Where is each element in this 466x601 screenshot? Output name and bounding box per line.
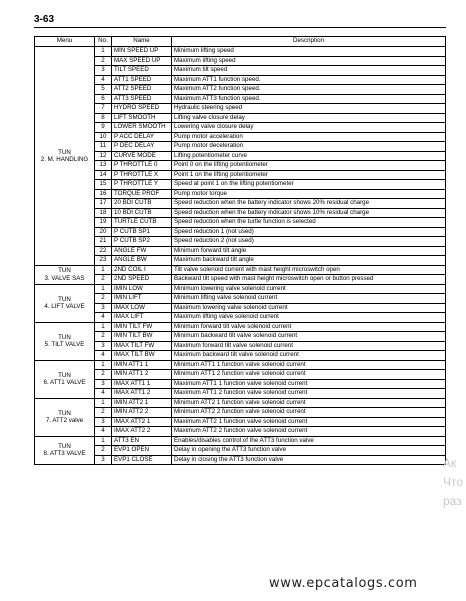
menu-cell (35, 265, 95, 284)
parameter-name: P THROTTLE X (112, 170, 172, 180)
table-row (35, 104, 446, 114)
table-row (35, 360, 446, 370)
row-number: 23 (95, 256, 112, 266)
table-row (35, 94, 446, 104)
table-row (35, 379, 446, 389)
parameter-name: P THROTTLE Y (112, 180, 172, 190)
menu-line: 3. VALVE SAS (44, 274, 85, 282)
parameter-name: ATT1 SPEED (112, 75, 172, 85)
table-row (35, 142, 446, 152)
side-watermark-line: раз (443, 494, 462, 508)
parameter-name: IMIN LOW (112, 284, 172, 294)
table-row (35, 370, 446, 380)
parameter-description: Pump motor deceleration (172, 142, 446, 152)
table-row (35, 427, 446, 437)
parameter-name: P ACC DELAY (112, 132, 172, 142)
page-number: 3-63 (34, 14, 55, 25)
header-no: No. (95, 37, 112, 47)
parameter-name: IMAX ATT2 2 (112, 427, 172, 437)
menu-cell (35, 398, 95, 436)
parameter-name: IMIN LIFT (112, 294, 172, 304)
table-row (35, 113, 446, 123)
parameter-name: TORQUE PROF (112, 189, 172, 199)
row-number: 1 (95, 284, 112, 294)
parameter-name: EVP1 OPEN (112, 446, 172, 456)
parameter-description: Maximum forward tilt valve solenoid current (172, 341, 446, 351)
row-number: 11 (95, 142, 112, 152)
parameter-name: EVP1 CLOSE (112, 455, 172, 465)
parameter-description: Minimum ATT1 1 function valve solenoid current (172, 360, 446, 370)
parameter-description: Tilt valve solenoid current with mast height microswitch open (172, 265, 446, 275)
table-row (35, 66, 446, 76)
table-row (35, 161, 446, 171)
row-number: 4 (95, 351, 112, 361)
row-number: 4 (95, 75, 112, 85)
menu-cell (35, 360, 95, 398)
table-row (35, 408, 446, 418)
parameter-description: Hydraulic steering speed (172, 104, 446, 114)
parameter-name: ANGLE BW (112, 256, 172, 266)
parameter-description: Maximum ATT1 1 function valve solenoid current (172, 379, 446, 389)
menu-line: TUN (58, 409, 71, 417)
watermark-url: www.epcatalogs.com (269, 576, 418, 591)
row-number: 3 (95, 379, 112, 389)
parameter-name: CURVE MODE (112, 151, 172, 161)
table-row (35, 199, 446, 209)
table-header-row (35, 37, 446, 47)
menu-line: 5. TILT VALVE (44, 341, 85, 348)
menu-line: TUN (58, 443, 71, 451)
row-number: 3 (95, 66, 112, 76)
parameter-name: P CUTB SP2 (112, 237, 172, 247)
table-row (35, 56, 446, 66)
parameter-name: IMAX TILT FW (112, 341, 172, 351)
parameter-name: IMIN ATT1 1 (112, 360, 172, 370)
parameter-description: Speed reduction 1 (not used) (172, 227, 446, 237)
row-number: 2 (95, 332, 112, 342)
parameter-name: ANGLE FW (112, 246, 172, 256)
parameter-name: IMIN TILT BW (112, 332, 172, 342)
parameter-description: Maximum ATT2 2 function valve solenoid current (172, 427, 446, 437)
table-row (35, 85, 446, 95)
menu-line: 2. M. HANDLING (40, 155, 89, 163)
parameter-description: Lowering valve closure delay (172, 123, 446, 133)
parameter-name: P CUTB SP1 (112, 227, 172, 237)
row-number: 4 (95, 427, 112, 437)
parameter-description: Point 0 on the lifting potentiometer (172, 161, 446, 171)
table-row (35, 332, 446, 342)
parameter-name: IMAX ATT2 1 (112, 417, 172, 427)
parameter-description: Minimum lifting speed (172, 47, 446, 57)
menu-line: 4. LIFT VALVE (44, 303, 85, 310)
parameter-name: IMAX ATT1 2 (112, 389, 172, 399)
parameter-description: Minimum backward tilt valve solenoid current (172, 332, 446, 342)
table-row (35, 294, 446, 304)
table-row (35, 218, 446, 228)
table-row (35, 436, 446, 446)
parameter-description: Speed reduction when the battery indicator shows 10% residual charge (172, 208, 446, 218)
row-number: 2 (95, 275, 112, 285)
parameter-name: MIN SPEED UP (112, 47, 172, 57)
parameter-name: ATT3 EN (112, 436, 172, 446)
menu-line: TUN (58, 295, 71, 303)
menu-line: TUN (58, 371, 71, 379)
parameter-name: IMIN TILT FW (112, 322, 172, 332)
parameter-description: Point 1 on the lifting potentiometer (172, 170, 446, 180)
table-row (35, 446, 446, 456)
row-number: 13 (95, 161, 112, 171)
parameter-name: LIFT SMOOTH (112, 113, 172, 123)
side-watermark-line: Ак (443, 456, 457, 470)
row-number: 2 (95, 56, 112, 66)
row-number: 14 (95, 170, 112, 180)
table-row (35, 265, 446, 275)
table-row (35, 351, 446, 361)
row-number: 1 (95, 322, 112, 332)
menu-cell (35, 436, 95, 465)
row-number: 1 (95, 360, 112, 370)
parameter-name: ATT2 SPEED (112, 85, 172, 95)
parameter-name: P DEC DELAY (112, 142, 172, 152)
header-menu: Menu (35, 37, 95, 47)
parameter-description: Backward tilt speed with mast height microswitch open or button pressed (172, 275, 446, 285)
side-watermark (443, 454, 466, 511)
menu-cell (35, 284, 95, 322)
row-number: 2 (95, 408, 112, 418)
table-row (35, 132, 446, 142)
parameter-name: TILT SPEED (112, 66, 172, 76)
table-row (35, 389, 446, 399)
parameter-name: ATT3 SPEED (112, 94, 172, 104)
table-row (35, 123, 446, 133)
table-row (35, 322, 446, 332)
parameter-name: IMIN ATT2 2 (112, 408, 172, 418)
table-row (35, 237, 446, 247)
parameter-description: Maximum ATT1 2 function valve solenoid current (172, 389, 446, 399)
parameter-name: IMAX TILT BW (112, 351, 172, 361)
parameter-description: Speed at point 1 on the lifting potentiometer (172, 180, 446, 190)
header-description: Description (172, 37, 446, 47)
header-name: Name (112, 37, 172, 47)
row-number: 3 (95, 341, 112, 351)
row-number: 3 (95, 417, 112, 427)
parameter-name: 2ND SPEED (112, 275, 172, 285)
parameter-description: Minimum forward tilt valve solenoid current (172, 322, 446, 332)
parameter-description: Speed reduction 2 (not used) (172, 237, 446, 247)
parameter-name: IMIN ATT1 2 (112, 370, 172, 380)
table-row (35, 256, 446, 266)
parameter-description: Minimum lowering valve solenoid current (172, 284, 446, 294)
side-watermark-line: Что (443, 475, 464, 489)
menu-line: 6. ATT1 VALVE (43, 379, 86, 386)
parameter-description: Delay in opening the ATT3 function valve (172, 446, 446, 456)
table-row (35, 180, 446, 190)
row-number: 21 (95, 237, 112, 247)
menu-line: TUN (58, 148, 71, 156)
parameter-name: IMAX LOW (112, 303, 172, 313)
parameter-description: Minimum forward tilt angle (172, 246, 446, 256)
parameter-name: MAX SPEED UP (112, 56, 172, 66)
table-row (35, 47, 446, 57)
row-number: 15 (95, 180, 112, 190)
parameter-name: 10 BDI CUTB (112, 208, 172, 218)
row-number: 5 (95, 85, 112, 95)
table-row (35, 246, 446, 256)
table-row (35, 284, 446, 294)
table-row (35, 303, 446, 313)
row-number: 9 (95, 123, 112, 133)
parameter-description: Speed reduction when the battery indicator shows 20% residual charge (172, 199, 446, 209)
row-number: 10 (95, 132, 112, 142)
row-number: 16 (95, 189, 112, 199)
row-number: 1 (95, 47, 112, 57)
row-number: 19 (95, 218, 112, 228)
parameter-name: HYDRO SPEED (112, 104, 172, 114)
table-row (35, 208, 446, 218)
row-number: 22 (95, 246, 112, 256)
parameter-name: TURTLE CUTB (112, 218, 172, 228)
menu-line: 8. ATT3 VALVE (43, 450, 86, 458)
row-number: 7 (95, 104, 112, 114)
parameter-table (34, 36, 446, 465)
menu-cell (35, 47, 95, 266)
parameter-description: Delay in closing the ATT3 function valve (172, 455, 446, 465)
parameter-name: P THROTTLE 0 (112, 161, 172, 171)
parameter-description: Minimum ATT2 2 function valve solenoid current (172, 408, 446, 418)
row-number: 2 (95, 370, 112, 380)
table-row (35, 313, 446, 323)
parameter-name: 20 BDI CUTB (112, 199, 172, 209)
parameter-description: Maximum tilt speed (172, 66, 446, 76)
parameter-description: Minimum ATT2 1 function valve solenoid current (172, 398, 446, 408)
parameter-name: IMAX LIFT (112, 313, 172, 323)
table-row (35, 417, 446, 427)
row-number: 1 (95, 265, 112, 275)
parameter-description: Lifting valve closure delay (172, 113, 446, 123)
parameter-description: Minimum lifting valve solenoid current (172, 294, 446, 304)
parameter-description: Enables/disables control of the ATT3 function valve (172, 436, 446, 446)
table-body (35, 47, 446, 465)
menu-line: TUN (58, 267, 71, 275)
parameter-description: Pump motor acceleration (172, 132, 446, 142)
parameter-description: Minimum ATT1 2 function valve solenoid current (172, 370, 446, 380)
table-row (35, 341, 446, 351)
parameter-description: Maximum ATT2 function speed. (172, 85, 446, 95)
parameter-name: IMIN ATT2 1 (112, 398, 172, 408)
row-number: 4 (95, 313, 112, 323)
parameter-name: 2ND COIL I (112, 265, 172, 275)
row-number: 17 (95, 199, 112, 209)
table-row (35, 151, 446, 161)
parameter-description: Maximum backward tilt valve solenoid current (172, 351, 446, 361)
parameter-description: Maximum lifting speed (172, 56, 446, 66)
parameter-description: Maximum ATT3 function speed. (172, 94, 446, 104)
row-number: 2 (95, 294, 112, 304)
parameter-description: Speed reduction when the turtle function is selected (172, 218, 446, 228)
table-row (35, 170, 446, 180)
parameter-description: Maximum lowering valve solenoid current (172, 303, 446, 313)
row-number: 20 (95, 227, 112, 237)
parameter-description: Maximum ATT2 1 function valve solenoid current (172, 417, 446, 427)
header-rule (34, 27, 446, 28)
table-row (35, 75, 446, 85)
parameter-description: Maximum backward tilt angle (172, 256, 446, 266)
row-number: 1 (95, 398, 112, 408)
row-number: 1 (95, 436, 112, 446)
table-row (35, 189, 446, 199)
parameter-name: IMAX ATT1 1 (112, 379, 172, 389)
parameter-name: LOWER SMOOTH (112, 123, 172, 133)
menu-cell (35, 322, 95, 360)
row-number: 4 (95, 389, 112, 399)
table-row (35, 275, 446, 285)
row-number: 3 (95, 455, 112, 465)
row-number: 6 (95, 94, 112, 104)
parameter-description: Pump motor torque (172, 189, 446, 199)
row-number: 18 (95, 208, 112, 218)
row-number: 3 (95, 303, 112, 313)
parameter-description: Lifting potentiometer curve (172, 151, 446, 161)
table-row (35, 455, 446, 465)
row-number: 12 (95, 151, 112, 161)
parameter-description: Maximum ATT1 function speed. (172, 75, 446, 85)
menu-line: TUN (58, 333, 71, 341)
row-number: 2 (95, 446, 112, 456)
menu-line: 7. ATT2 valve (45, 417, 84, 424)
row-number: 8 (95, 113, 112, 123)
table-row (35, 227, 446, 237)
table-row (35, 398, 446, 408)
parameter-description: Maximum lifting valve solenoid current (172, 313, 446, 323)
